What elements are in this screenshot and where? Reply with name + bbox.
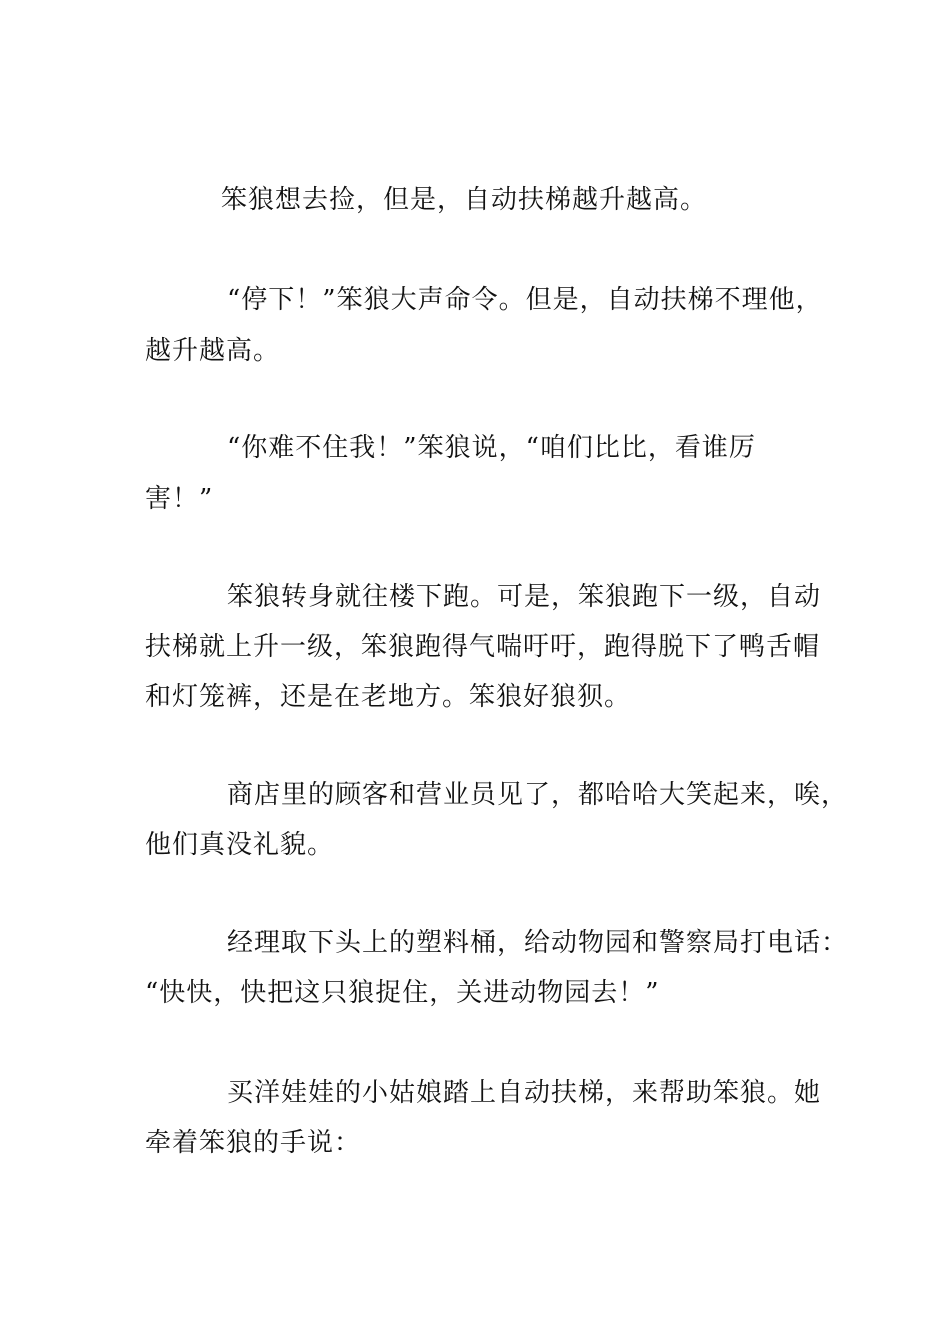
paragraph-3-line-1: “你难不住我！”笨狼说，“咱们比比，看谁厉 — [227, 433, 756, 463]
paragraph-6-line-1: 经理取下头上的塑料桶，给动物园和警察局打电话： — [227, 928, 849, 958]
paragraph-3-line-2: 害！” — [145, 484, 214, 514]
paragraph-2-line-1: “停下！”笨狼大声命令。但是，自动扶梯不理他， — [227, 285, 823, 315]
paragraph-1-line-1: 笨狼想去捡，但是，自动扶梯越升越高。 — [221, 185, 708, 215]
paragraph-5-line-2: 他们真没礼貌。 — [145, 830, 335, 860]
paragraph-6-line-2: “快快，快把这只狼捉住，关进动物园去！” — [145, 978, 660, 1008]
paragraph-7-line-2: 牵着笨狼的手说： — [145, 1128, 362, 1158]
paragraph-4-line-2: 扶梯就上升一级，笨狼跑得气喘吁吁，跑得脱下了鸭舌帽 — [145, 632, 821, 662]
paragraph-2-line-2: 越升越高。 — [145, 336, 281, 366]
paragraph-5-line-1: 商店里的顾客和营业员见了，都哈哈大笑起来，唉， — [227, 780, 849, 810]
paragraph-7-line-1: 买洋娃娃的小姑娘踏上自动扶梯，来帮助笨狼。她 — [227, 1078, 822, 1108]
paragraph-4-line-1: 笨狼转身就往楼下跑。可是，笨狼跑下一级，自动 — [227, 582, 822, 612]
paragraph-4-line-3: 和灯笼裤，还是在老地方。笨狼好狼狈。 — [145, 682, 632, 712]
